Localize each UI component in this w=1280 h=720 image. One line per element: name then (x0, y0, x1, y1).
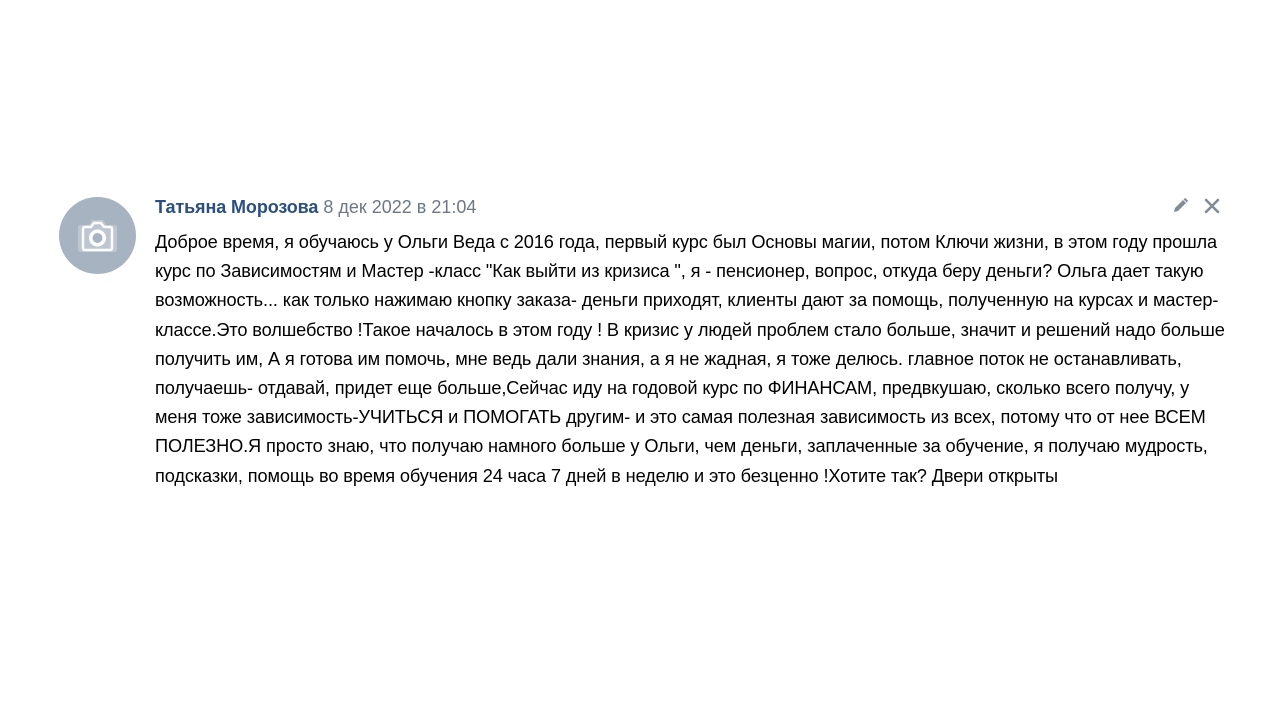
close-icon (1204, 198, 1220, 214)
comment-text: Доброе время, я обучаюсь у Ольги Веда с 2016 года, первый курс был Основы магии, потом Ключи жизни, в этом году прошла курс по Зависимостям и Мастер -класс "Как выйти из кризиса ", я - пенсионер, вопрос, откуда беру деньги? Ольга дает такую возможность... как только нажимаю кнопку заказа- деньги приходят, клиенты дают за помощь, полученную на курсах и мастер- классе.Это волшебство !Такое началось в этом году ! В кризис у людей проблем стало больше, значит и решений надо больше получить им, А я готова им помочь, мне ведь дали знания, а я не жадная, я тоже делюсь. главное поток не останавливать, получаешь- отдавай, придет еще больше,Сейчас иду на годовой курс по ФИНАНСАМ, предвкушаю, сколько всего получу, у меня тоже зависимость-УЧИТЬСЯ и ПОМОГАТЬ другим- и это самая полезная зависимость из всех, потому что от нее ВСЕМ ПОЛЕЗНО.Я просто знаю, что получаю намного больше у Ольги, чем деньги, заплаченные за обучение, я получаю мудрость, подсказки, помощь во время обучения 24 часа 7 дней в неделю и это безценно !Хотите так? Двери открыты (155, 232, 1225, 486)
pencil-icon (1171, 197, 1189, 215)
avatar[interactable] (59, 197, 136, 274)
author-name[interactable]: Татьяна Морозова (155, 197, 319, 217)
comment-actions (1170, 196, 1222, 216)
comment-header (155, 197, 476, 223)
comment-date[interactable]: 8 дек 2022 в 21:04 (323, 197, 477, 217)
delete-button[interactable] (1202, 196, 1222, 216)
edit-button[interactable] (1170, 196, 1190, 216)
camera-icon (77, 217, 118, 254)
